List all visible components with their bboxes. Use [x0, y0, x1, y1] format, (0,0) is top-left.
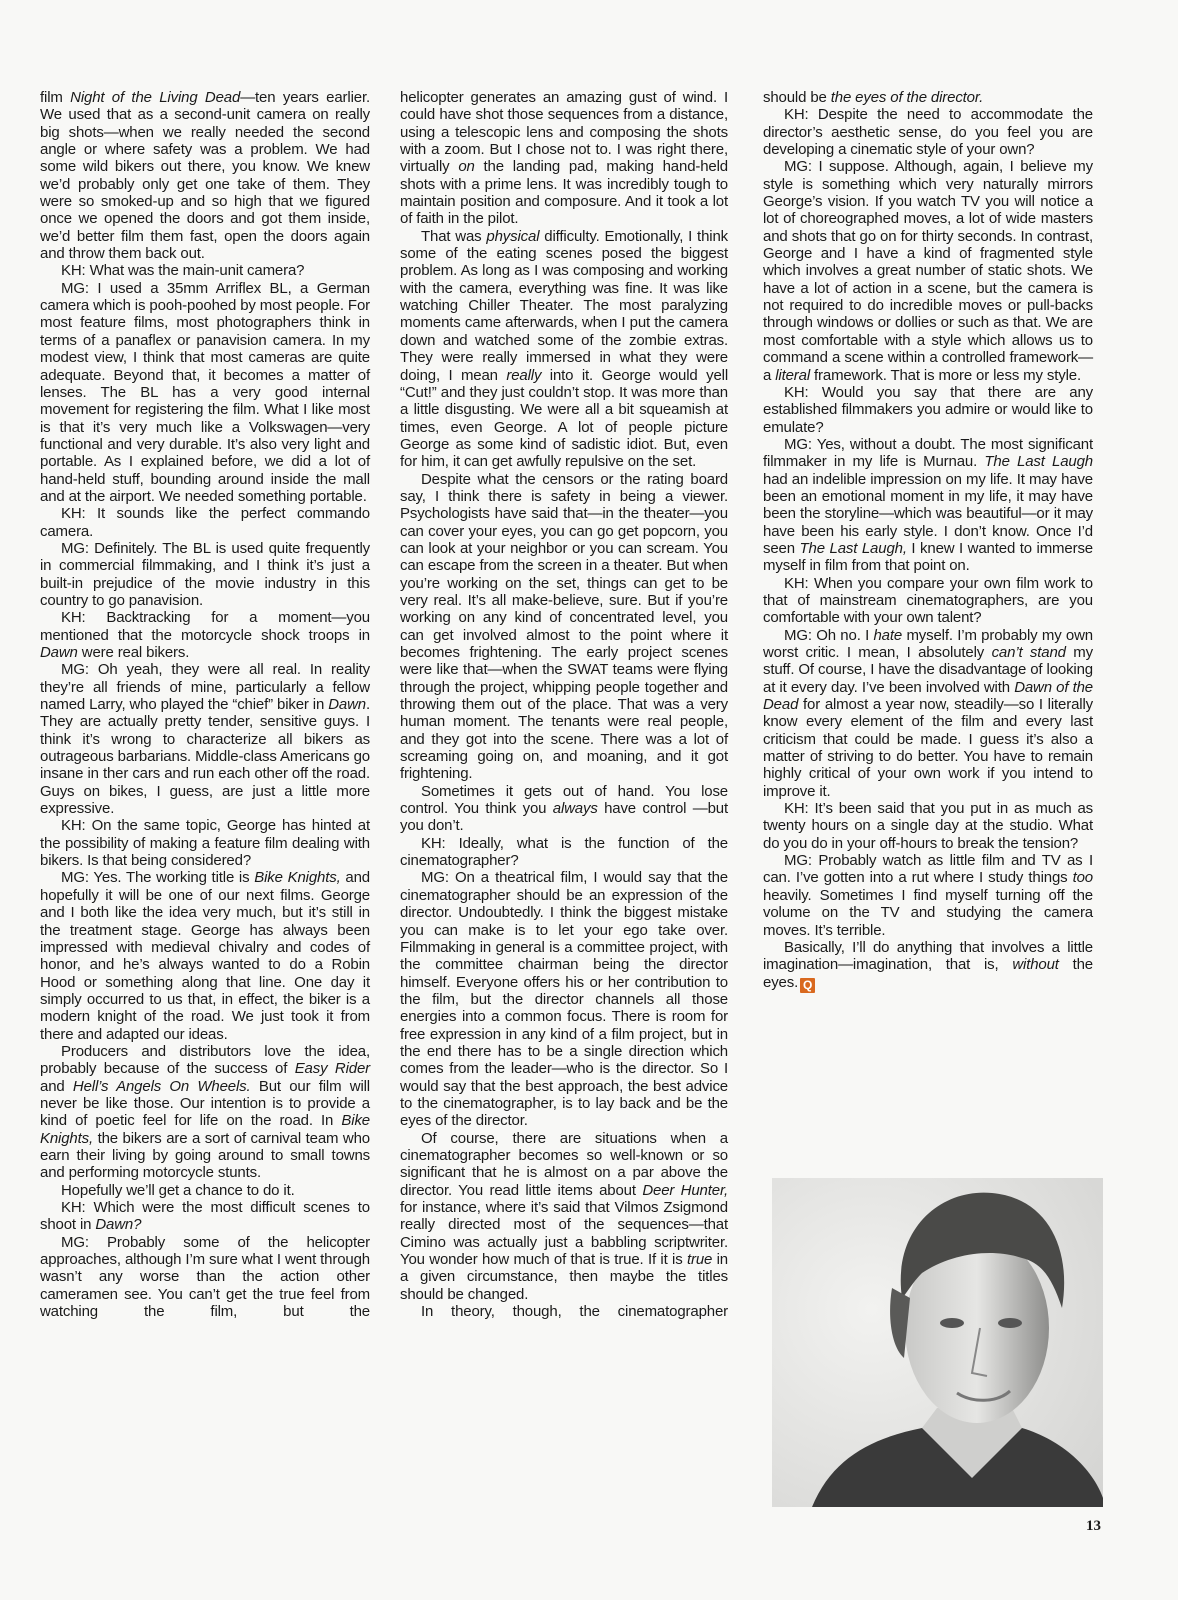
paragraph	[400, 869, 728, 1129]
paragraph	[400, 1303, 728, 1320]
text-run: In theory, though, the cinematographer	[421, 1303, 728, 1321]
text-run: have control —but you don’t.	[400, 800, 728, 835]
italic-text: true	[686, 1251, 713, 1269]
text-run: and	[40, 1077, 73, 1095]
text-run: for almost a year now, steadily—so I literally know every element of the film and every last criticism that could be made. I guess it’s also a matter of striving to do better. You have to remain highly critical of your own work if you intend to improve it.	[763, 696, 1093, 800]
italic-text: Deer Hunter,	[642, 1181, 728, 1199]
paragraph	[40, 540, 370, 609]
text-run: MG: Definitely. The BL is used quite frequently in commercial filmmaking, and I think it’s just a built-in prejudice of the movie industry in this country to go panavision.	[40, 539, 370, 609]
italic-text: Dawn of the Dead	[763, 678, 1093, 714]
text-run: KH: Ideally, what is the function of the cinematographer?	[400, 834, 728, 870]
italic-text: really	[506, 366, 542, 384]
text-run: Basically, I’ll do anything that involves a little imagination—imagination, that is,	[763, 938, 1093, 974]
text-run: MG: Yes, without a doubt. The most significant filmmaker in my life is Murnau.	[763, 435, 1093, 471]
text-run: I knew I wanted to immerse myself in film from that point on.	[763, 539, 1093, 575]
page-number: 13	[1086, 1518, 1101, 1534]
text-run: KH: Would you say that there are any established filmmakers you admire or would like to emulate?	[763, 383, 1093, 436]
text-run: —ten years earlier. We used that as a second-unit camera on really big shots—when we really needed the second angle or where safety was a problem. We had some wild bikers out there, you know. We knew we’d probably only get one take of them. They were so smoked-up and so high that we figured once we opened the doors and got them inside, we’d better film them fast, open the doors again and throw them back out.	[40, 89, 370, 263]
paragraph	[763, 436, 1093, 575]
paragraph	[40, 817, 370, 869]
text-column-3	[763, 89, 1093, 993]
text-run: KH: Which were the most difficult scenes to shoot in	[40, 1199, 370, 1234]
text-run: framework. That is more or less my style.	[810, 366, 1082, 384]
text-run: myself. I’m probably my own worst critic. I mean, I absolutely	[763, 626, 1093, 661]
text-run: MG: On a theatrical film, I would say that the cinematographer should be an expression of the director. Undoubtedly. I think the biggest mistake you can make is to let your ego take over. Filmmaking in general is a committee project, with the committee chairman being the director himself. Everyone offers his or her contribution to the film, but the director channels all those energies into a common focus. There is room for free expression in any kind of a film project, but in the end there has to be a single direction which comes from the leader—who is the director. So I would say that the best approach, the best advice to the cinematographer, is to lay back and be the eyes of the director.	[400, 869, 728, 1130]
paragraph	[40, 869, 370, 1042]
italic-text: always	[552, 800, 598, 818]
italic-text: without	[1012, 956, 1059, 974]
italic-text: Dawn	[328, 696, 366, 714]
text-run: MG: I used a 35mm Arriflex BL, a German camera which is pooh-poohed by most people. For most feature films, most photographers think in terms of a panaflex or panavision camera. In my modest view, I think that most cameras are quite adequate. Beyond that, it becomes a matter of lenses. The BL has a very good internal movement for registering the film. What I like most is that it’s very much like a Volkswagen—very functional and very durable. It’s also very light and portable. As I explained before, we did a lot of hand-held stuff, bounding around inside the mall and at the airport. We needed something portable.	[40, 279, 370, 505]
text-column-2	[400, 89, 728, 1320]
italic-text: the eyes of the director.	[830, 89, 984, 106]
text-run: That was	[421, 227, 487, 245]
italic-text: Dawn?	[95, 1216, 142, 1234]
text-run: should be	[763, 89, 831, 106]
paragraph	[40, 280, 370, 505]
paragraph	[40, 609, 370, 661]
text-run: MG: Probably watch as little film and TV as I can. I’ve gotten into a rut where I study things	[763, 852, 1093, 887]
text-run: MG: I suppose. Although, again, I believe my style is something which very naturally mirrors George’s vision. If you watch TV you will notice a lot of choreographed moves, a lot of wide masters and shots that go on for thirty seconds. In contrast, George and I have a kind of fragmented style which involves a great number of static shots. We have a lot of action in a scene, but the camera is not required to do incredible moves or pull-backs through windows or dollies or such as that. We are most comfortable with a style which allows us to command a scene within a controlled framework—a	[763, 158, 1093, 384]
italic-text: literal	[775, 366, 811, 384]
italic-text: Bike Knights,	[254, 869, 341, 887]
italic-text: Easy Rider	[294, 1060, 370, 1078]
text-run: . They are actually pretty tender, sensitive guys. I think it’s wrong to characterize all bikers as outrageous barbarians. Middle-class Americans go insane in ther cars and run each other off the road. Guys on bikes, I guess, are just a little more expressive.	[40, 696, 370, 818]
paragraph	[763, 384, 1093, 436]
text-run: difficulty. Emotionally, I think some of the eating scenes posed the biggest problem. As long as I was composing and working with the camera, everything was fine. It was like watching Chiller Theater. The most paralyzing moments came afterwards, when I put the camera down and watched some of the zombie extras. They were really immersed in what they were doing, I mean	[400, 227, 728, 384]
paragraph	[40, 505, 370, 540]
italic-text: can’t stand	[991, 644, 1066, 661]
text-run: the bikers are a sort of carnival team who earn their living by going around to small towns and performing motorcycle stunts.	[40, 1129, 370, 1182]
paragraph	[763, 627, 1093, 800]
italic-text: physical	[486, 227, 540, 245]
text-run: heavily. Sometimes I find myself turning off the volume on the TV and studying the camera moves. It’s terrible.	[763, 886, 1093, 939]
paragraph	[763, 89, 1093, 106]
text-run: and hopefully it will be one of our next films. George and I both like the idea very much, but it’s still in the treatment stage. George has always been impressed with medieval chivalry and codes of honor, and he’s always wanted to do a Robin Hood or something along that line. One day it simply occurred to us that, in effect, the biker is a modern knight of the road. We just took it from there and adapted our ideas.	[40, 869, 370, 1043]
text-run: KH: Backtracking for a moment—you mentioned that the motorcycle shock troops in	[40, 609, 370, 644]
paragraph	[400, 835, 728, 870]
paragraph	[763, 852, 1093, 939]
italic-text: Hell’s Angels On Wheels.	[72, 1077, 251, 1095]
paragraph	[40, 1043, 370, 1182]
text-run: the eyes.	[763, 956, 1093, 991]
paragraph	[763, 158, 1093, 383]
text-run: KH: Despite the need to accommodate the director’s aesthetic sense, do you feel you are developing a cinematic style of your own?	[763, 106, 1093, 159]
italic-text: on	[458, 158, 475, 176]
paragraph	[763, 575, 1093, 627]
italic-text: too	[1072, 869, 1093, 887]
text-run: for instance, where it’s said that Vilmos Zsigmond really directed most of the sequences—that Cimino was actually just a babbling scriptwriter. You wonder how much of that is true. If it is	[400, 1199, 728, 1269]
text-run: helicopter generates an amazing gust of wind. I could have shot those sequences from a distance, using a telescopic lens and composing the shots with a zoom. But I chose not to. I was right there, virtually	[400, 89, 728, 176]
italic-text: Dawn	[40, 644, 78, 661]
paragraph	[40, 1182, 370, 1199]
paragraph	[763, 800, 1093, 852]
paragraph	[400, 1130, 728, 1303]
text-run: KH: It sounds like the perfect commando camera.	[40, 505, 370, 540]
text-run: MG: Oh yeah, they were all real. In reality they’re all friends of mine, particularly a fellow named Larry, who played the “chief” biker in	[40, 661, 370, 714]
text-run: were real bikers.	[77, 644, 190, 661]
text-run: Producers and distributors love the idea, probably because of the success of	[40, 1042, 370, 1078]
italic-text: Bike Knights,	[40, 1112, 370, 1147]
text-run: But our film will never be like those. Our intention is to provide a kind of poetic feel for life on the road. In	[40, 1077, 370, 1130]
text-run: MG: Yes. The working title is	[61, 869, 255, 887]
text-run: my stuff. Of course, I have the disadvantage of looking at it every day. I’ve been involved with	[763, 644, 1094, 696]
paragraph	[400, 228, 728, 471]
text-run: film	[40, 89, 71, 106]
text-run: the landing pad, making hand-held shots with a prime lens. It was incredibly tough to maintain position and composure. And it took a lot of faith in the pilot.	[400, 158, 728, 228]
text-run: KH: On the same topic, George has hinted at the possibility of making a feature film dealing with bikers. Is that being considered?	[40, 817, 370, 870]
italic-text: Night of the Living Dead	[70, 89, 241, 106]
text-run: MG: Oh no. I	[784, 626, 874, 644]
italic-text: The Last Laugh	[984, 453, 1093, 471]
italic-text: hate	[873, 626, 903, 644]
text-run: in a given circumstance, then maybe the titles should be changed.	[400, 1251, 728, 1303]
text-run: Despite what the censors or the rating board say, I think there is safety in being a viewer. Psychologists have said that—in the theater—you can cover your eyes, you can go get popcorn, you can look at your neighbor or you can scream. You can escape from the screen in a theater. But when you’re working on the set, things can get to be very real. It’s all make-believe, sure. But if you’re working on any kind of concentrated level, you can get involved almost to the point where it becomes frightening. The early project scenes were like that—when the SWAT teams were flying through the project, whipping people together and throwing them out of the place. That was a very human moment. The tenants were real people, and they got into the scene. There was a lot of screaming going on, and moaning, and it got frightening.	[400, 470, 728, 783]
text-column-1	[40, 89, 370, 1320]
text-run: KH: When you compare your own film work to that of mainstream cinematographers, are you comfortable with your own talent?	[763, 574, 1093, 627]
text-run: had an indelible impression on my life. It may have been an emotional moment in my life, it may have been the storyline—which was beautiful—or it may have been his early style. I don’t know. Once I’d seen	[763, 470, 1093, 557]
portrait-photo	[772, 1178, 1103, 1507]
text-run: Sometimes it gets out of hand. You lose control. You think you	[400, 782, 728, 818]
paragraph	[400, 783, 728, 835]
text-run: Hopefully we’ll get a chance to do it.	[61, 1181, 295, 1199]
paragraph	[40, 1199, 370, 1234]
paragraph	[40, 1234, 370, 1321]
paragraph	[40, 262, 370, 279]
paragraph	[400, 89, 728, 228]
paragraph	[763, 939, 1093, 993]
end-of-article-logo-icon: Q	[800, 978, 815, 993]
text-run: KH: What was the main-unit camera?	[61, 262, 305, 280]
paragraph	[40, 661, 370, 817]
paragraph	[40, 89, 370, 262]
text-run: MG: Probably some of the helicopter approaches, although I’m sure what I went through wasn’t any worse than the action other cameramen see. You can’t get the true feel from watching the film, but the	[40, 1233, 370, 1321]
text-run: KH: It’s been said that you put in as much as twenty hours on a single day at the studio. What do you do in your off-hours to break the tension?	[763, 800, 1093, 852]
paragraph	[400, 471, 728, 783]
italic-text: The Last Laugh,	[799, 539, 907, 557]
text-run: Of course, there are situations when a cinematographer becomes so well-known or so significant that he is almost on a par above the director. You read little items about	[400, 1129, 728, 1199]
paragraph	[763, 106, 1093, 158]
text-run: into it. George would yell “Cut!” and they just couldn’t stop. It was more than a little disgusting. We were all a bit squeamish at times, even George. A lot of people picture George as some kind of sadistic idiot. But, even for him, it can get awfully repulsive on the set.	[400, 366, 728, 471]
